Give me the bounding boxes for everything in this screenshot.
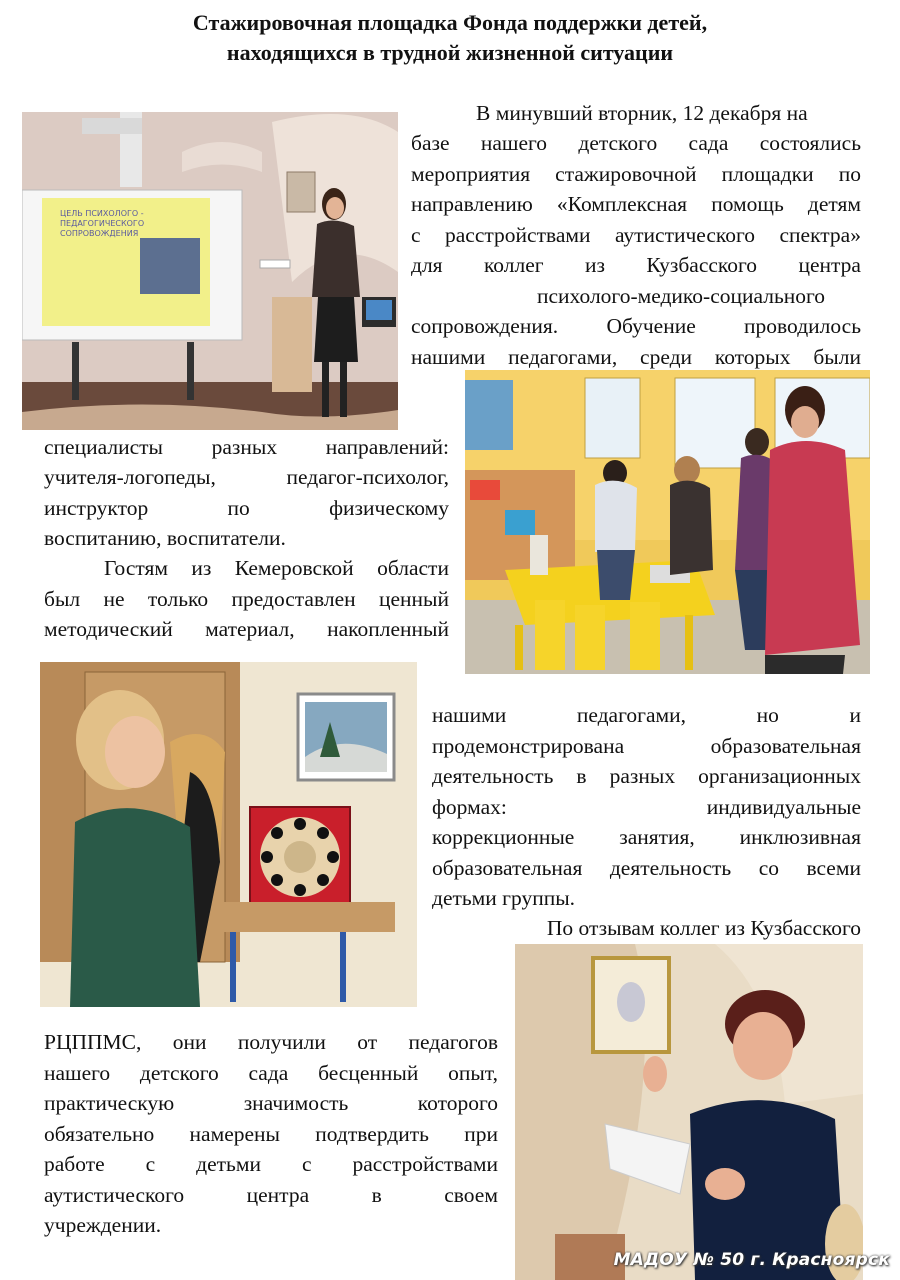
text-line	[411, 189, 861, 220]
word: коррекционные	[432, 825, 575, 849]
word: сада	[248, 1061, 289, 1085]
photo-presentation	[22, 112, 398, 430]
word: помощь	[711, 192, 784, 216]
word: расстройствами	[444, 223, 591, 247]
text-line	[44, 584, 449, 615]
word: ценный	[378, 587, 449, 611]
watermark: МАДОУ № 50 г. Красноярск	[613, 1250, 890, 1270]
text-line: учреждении.	[44, 1213, 162, 1237]
word: при	[464, 1122, 498, 1146]
word: со	[758, 856, 779, 880]
word: которых	[714, 345, 791, 369]
word: аутистического	[44, 1183, 185, 1207]
word: индивидуальные	[706, 795, 861, 819]
word: накопленный	[327, 617, 449, 641]
word: базе	[411, 131, 450, 155]
word: детского	[578, 131, 658, 155]
word: аутистического	[614, 223, 756, 247]
slide-heading: ЦЕЛЬ ПСИХОЛОГО - ПЕДАГОГИЧЕСКОГО СОПРОВОЖДЕНИЯ	[60, 209, 145, 238]
word: площадки	[721, 162, 814, 186]
word: стажировочной	[555, 162, 697, 186]
text-line	[432, 853, 861, 884]
word: инструктор	[44, 496, 149, 520]
word: и	[849, 703, 861, 727]
word: Гостям	[104, 556, 168, 580]
word: они	[172, 1030, 207, 1054]
word: сопровождения.	[411, 314, 559, 338]
word: нашими	[432, 703, 507, 727]
word: учителя-логопеды,	[44, 465, 216, 489]
word: практическую	[44, 1091, 175, 1115]
word: педагогами,	[576, 703, 686, 727]
word: своем	[444, 1183, 498, 1207]
word: сада	[688, 131, 729, 155]
word: продемонстрирована	[432, 734, 625, 758]
text-line	[44, 1058, 498, 1089]
word: формах:	[432, 795, 507, 819]
text-line	[411, 342, 861, 373]
text-line	[44, 462, 449, 493]
word: деятельность	[432, 764, 554, 788]
word: всеми	[806, 856, 861, 880]
word: предоставлен	[231, 587, 356, 611]
word: детям	[807, 192, 861, 216]
word: с	[145, 1152, 156, 1176]
text-line	[432, 700, 861, 731]
word: обязательно	[44, 1122, 155, 1146]
word: центра	[798, 253, 861, 277]
word: бесценный	[318, 1061, 419, 1085]
text-line	[44, 493, 449, 524]
word: получили	[237, 1030, 326, 1054]
document-title-line-2: находящихся в трудной жизненной ситуации	[226, 40, 674, 65]
word: образовательная	[710, 734, 861, 758]
text-line	[44, 1119, 498, 1150]
word: проводилось	[744, 314, 861, 338]
word: из	[191, 556, 212, 580]
word: только	[147, 587, 209, 611]
document-title-line-1: Стажировочная площадка Фонда поддержки детей,	[192, 10, 708, 35]
word: разных	[211, 435, 278, 459]
word: подтвердить	[315, 1122, 429, 1146]
word: педагог-психолог,	[286, 465, 449, 489]
word: значимость	[243, 1091, 349, 1115]
word: Кузбасского	[646, 253, 758, 277]
text-line: психолого-медико-социального	[537, 284, 826, 308]
word: центра	[246, 1183, 310, 1207]
photo-speaker	[515, 944, 863, 1280]
word: среди	[640, 345, 693, 369]
text-line	[411, 128, 861, 159]
word: состоялись	[759, 131, 861, 155]
word: из	[584, 253, 605, 277]
photo-teacher-board	[40, 662, 417, 1007]
text-line	[411, 220, 861, 251]
text-line	[44, 1149, 498, 1180]
word: работе	[44, 1152, 105, 1176]
text-line	[432, 792, 861, 823]
text-line: По отзывам коллег из Кузбасского	[546, 916, 861, 940]
word: не	[103, 587, 125, 611]
text-line	[44, 1180, 498, 1211]
text-line	[432, 761, 861, 792]
word: в	[576, 764, 587, 788]
word: от	[357, 1030, 378, 1054]
text-line	[432, 731, 861, 762]
text-line	[411, 250, 861, 281]
word: был	[44, 587, 81, 611]
word: спектра»	[779, 223, 861, 247]
word: опыт,	[448, 1061, 498, 1085]
text-line: воспитанию, воспитатели.	[44, 526, 286, 550]
text-line	[411, 311, 861, 342]
word: организационных	[698, 764, 861, 788]
word: педагогами,	[508, 345, 618, 369]
word: по	[227, 496, 250, 520]
word: методический	[44, 617, 173, 641]
word: которого	[417, 1091, 498, 1115]
word: нашими	[411, 345, 486, 369]
word: нашего	[480, 131, 548, 155]
word: коллег	[483, 253, 544, 277]
word: образовательная	[432, 856, 583, 880]
photo-classroom	[465, 370, 870, 674]
text-line	[104, 553, 449, 584]
text-line	[411, 159, 861, 190]
word: Кемеровской	[234, 556, 354, 580]
word: намерены	[189, 1122, 280, 1146]
word: направлению	[411, 192, 533, 216]
word: педагогов	[408, 1030, 498, 1054]
word: Обучение	[606, 314, 696, 338]
text-line	[44, 1088, 498, 1119]
word: направлений:	[325, 435, 449, 459]
word: области	[377, 556, 449, 580]
word: для	[411, 253, 443, 277]
text-line	[44, 432, 449, 463]
word: «Комплексная	[556, 192, 688, 216]
text-line: В минувший вторник, 12 декабря на	[476, 101, 808, 125]
word: с	[411, 223, 421, 247]
word: мероприятия	[411, 162, 531, 186]
word: деятельность	[609, 856, 732, 880]
text-line	[44, 1027, 498, 1058]
word: по	[838, 162, 861, 186]
word: нашего	[44, 1061, 111, 1085]
word: занятия,	[619, 825, 695, 849]
word: были	[813, 345, 861, 369]
word: материал,	[205, 617, 295, 641]
text-line	[432, 822, 861, 853]
word: расстройствами	[352, 1152, 498, 1176]
word: детьми	[196, 1152, 261, 1176]
text-line	[44, 614, 449, 645]
word: детского	[139, 1061, 219, 1085]
word: но	[756, 703, 779, 727]
word: физическому	[329, 496, 449, 520]
word: в	[371, 1183, 382, 1207]
word: разных	[609, 764, 676, 788]
word: РЦППМС,	[44, 1030, 142, 1054]
word: с	[301, 1152, 312, 1176]
word: инклюзивная	[739, 825, 861, 849]
word: специалисты	[44, 435, 163, 459]
text-line: детьми группы.	[432, 886, 576, 910]
